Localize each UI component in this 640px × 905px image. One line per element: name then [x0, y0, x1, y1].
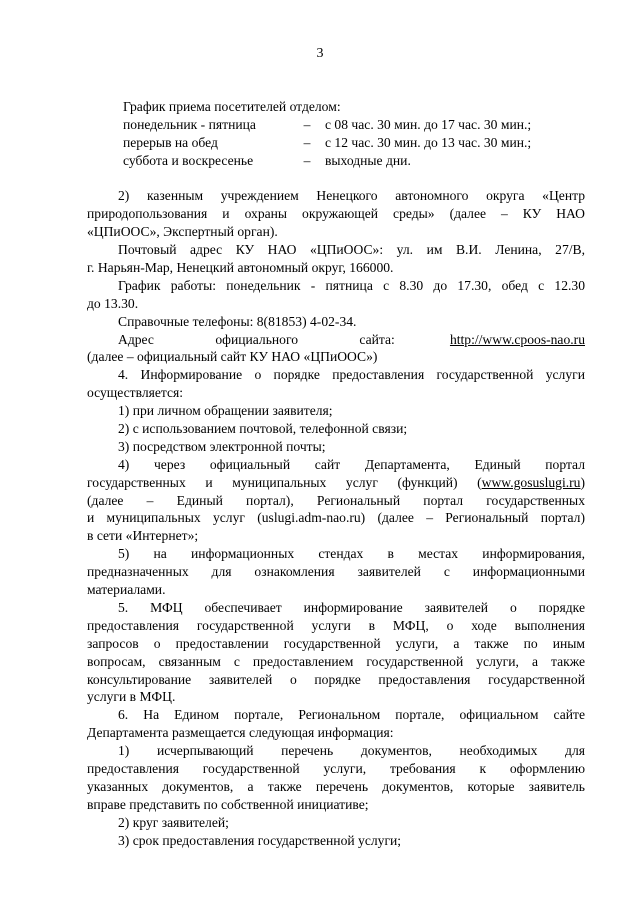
schedule-day: перерыв на обед — [123, 134, 218, 150]
schedule-dash: – — [303, 134, 311, 150]
text-line: осуществляется: — [87, 385, 184, 401]
text-line: 6. На Едином портале, Региональном портале, официальном сайте — [118, 707, 585, 723]
text-line: услуги в МФЦ. — [87, 689, 176, 705]
text-line: Справочные телефоны: 8(81853) 4-02-34. — [118, 313, 357, 329]
text-line: 1) исчерпывающий перечень документов, необходимых для — [118, 743, 585, 759]
text-line: и муниципальных услуг (uslugi.adm-nao.ru) (далее – Региональный портал) — [87, 510, 585, 526]
text-line: г. Нарьян-Мар, Ненецкий автономный округ, 166000. — [87, 260, 394, 276]
schedule-row — [87, 152, 585, 170]
text-segment: ) — [580, 474, 585, 490]
text-line: указанных документов, а также перечень документов, которые заявитель — [87, 778, 585, 794]
text-line: Департамента размещается следующая информация: — [87, 725, 394, 741]
schedule-row — [87, 134, 585, 152]
text-line: консультирование заявителей о порядке предоставления государственной — [87, 671, 585, 687]
schedule-day: суббота и воскресенье — [123, 152, 254, 168]
schedule-row — [87, 116, 585, 134]
text-line: (далее – Единый портал), Региональный портал государственных — [87, 492, 585, 508]
cpoos-site-link[interactable]: http://www.cpoos-nao.ru — [449, 331, 585, 347]
gosuslugi-link[interactable]: www.gosuslugi.ru — [481, 474, 581, 490]
text-line: 3) срок предоставления государственной услуги; — [118, 832, 402, 848]
schedule-time: с 12 час. 30 мин. до 13 час. 30 мин.; — [325, 134, 532, 150]
page-number: 3 — [316, 46, 324, 61]
schedule-time: с 08 час. 30 мин. до 17 час. 30 мин.; — [325, 116, 532, 132]
text-line: запросов о предоставлении государственной услуги, а также по иным — [87, 635, 585, 651]
site-address-label: Адрес официального сайта: — [118, 331, 395, 347]
text-line: График работы: понедельник - пятница с 8.30 до 17.30, обед с 12.30 — [118, 277, 585, 293]
schedule-dash: – — [303, 152, 311, 168]
text-line-gosuslugi — [87, 474, 585, 492]
text-line: 1) при личном обращении заявителя; — [118, 403, 333, 419]
text-line: 5) на информационных стендах в местах информирования, — [118, 546, 585, 562]
text-line: материалами. — [87, 582, 166, 598]
text-line: в сети «Интернет»; — [87, 528, 199, 544]
site-address-line — [87, 331, 585, 349]
text-line: вправе представить по собственной инициативе; — [87, 796, 369, 812]
text-line: Почтовый адрес КУ НАО «ЦПиООС»: ул. им В.И. Ленина, 27/В, — [118, 242, 585, 258]
text-line: предоставления государственной услуги, требования к оформлению — [87, 760, 585, 776]
text-line: природопользования и охраны окружающей среды» (далее – КУ НАО — [87, 206, 585, 222]
text-line: (далее – официальный сайт КУ НАО «ЦПиООС») — [87, 349, 378, 365]
text-segment: государственных и муниципальных услуг (функций) ( — [87, 474, 482, 490]
text-line: предназначенных для ознакомления заявителей с информационными — [87, 564, 585, 580]
page-body — [87, 98, 585, 849]
text-line: 2) круг заявителей; — [118, 814, 229, 830]
schedule-time: выходные дни. — [325, 152, 411, 168]
text-line: 5. МФЦ обеспечивает информирование заявителей о порядке — [118, 599, 585, 615]
text-line: 3) посредством электронной почты; — [118, 438, 326, 454]
text-line: 4. Информирование о порядке предоставления государственной услуги — [118, 367, 585, 383]
text-line: вопросам, связанным с предоставлением государственной услуги, а также — [87, 653, 585, 669]
text-line: предоставления государственной услуги в МФЦ, о ходе выполнения — [87, 617, 585, 633]
text-line: 4) через официальный сайт Департамента, Единый портал — [118, 456, 585, 472]
schedule-dash: – — [303, 116, 311, 132]
text-line: 2) казенным учреждением Ненецкого автономного округа «Центр — [118, 188, 585, 204]
text-line: «ЦПиООС», Экспертный орган). — [87, 224, 278, 240]
text-line: 2) с использованием почтовой, телефонной связи; — [118, 421, 408, 437]
schedule-title: График приема посетителей отделом: — [123, 99, 341, 114]
schedule-day: понедельник - пятница — [123, 116, 256, 132]
text-line: до 13.30. — [87, 295, 139, 311]
